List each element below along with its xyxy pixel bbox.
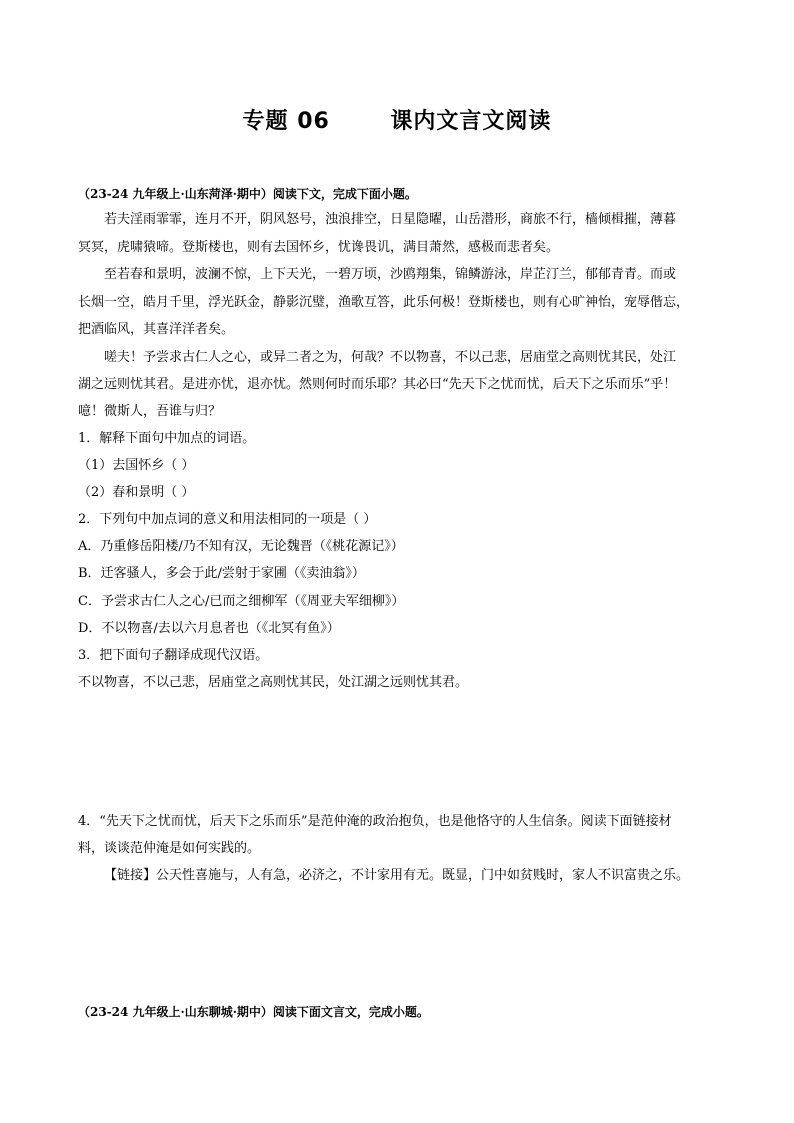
- page-title: 专题 06 课内文言文阅读: [242, 109, 552, 134]
- option-a: A．乃重修岳阳楼/乃不知有汉，无论魏晋（《桃花源记》）: [78, 539, 404, 554]
- passage-line: 至若春和景明，波澜不惊，上下天光，一碧万顷，沙鸥翔集，锦鳞游泳，岸芷汀兰，郁郁青青。而或: [104, 267, 677, 282]
- question-3-sentence: 不以物喜，不以己悲，居庙堂之高则忧其民，处江湖之远则忧其君。: [78, 675, 469, 690]
- passage-line: 冥冥，虎啸猿啼。登斯楼也，则有去国怀乡，忧谗畏讥，满目萧然，感极而悲者矣。: [78, 240, 560, 255]
- passage-line: 若夫淫雨霏霏，连月不开，阴风怒号，浊浪排空，日星隐曜，山岳潜形，商旅不行，樯倾楫摧，薄暮: [104, 212, 677, 227]
- passage-line: 嗟夫！予尝求古仁人之心，或异二者之为，何哉？不以物喜，不以己悲，居庙堂之高则忧其民，处江: [104, 350, 677, 365]
- option-b: B．迁客骚人，多会于此/尝射于家圃（《卖油翁》）: [78, 566, 365, 581]
- question-2: 2．下列句中加点词的意义和用法相同的一项是（ ）: [78, 512, 377, 527]
- source-note: （23-24 九年级上·山东聊城·期中）阅读下面文言文，完成小题。: [78, 1005, 429, 1019]
- passage-line: 把酒临风，其喜洋洋者矣。: [78, 322, 235, 337]
- passage-line: 噫！微斯人，吾谁与归？: [78, 404, 222, 419]
- option-d: D．不以物喜/去以六月息者也（《北冥有鱼》）: [78, 621, 340, 636]
- passage-line: 湖之远则忧其君。是进亦忧，退亦忧。然则何时而乐耶？其必曰“先天下之忧而忧，后天下之乐而乐”乎！: [78, 377, 677, 392]
- question-1-item-2: （2）春和景明（ ）: [78, 485, 195, 500]
- link-material: 【链接】公天性喜施与，人有急，必济之，不计家用有无。既显，门中如贫贱时，家人不识富贵之乐。: [104, 868, 690, 883]
- question-1-item-1: （1）去国怀乡（ ）: [78, 458, 195, 473]
- source-note: （23-24 九年级上·山东菏泽·期中）阅读下文，完成下面小题。: [78, 187, 417, 201]
- question-3: 3．把下面句子翻译成现代汉语。: [78, 648, 269, 663]
- question-4: 4．“先天下之忧而忧，后天下之乐而乐”是范仲淹的政治抱负，也是他恪守的人生信条。阅读下面链接材: [78, 814, 672, 829]
- question-4: 料，谈谈范仲淹是如何实践的。: [78, 841, 261, 856]
- question-1: 1．解释下面句中加点的词语。: [78, 431, 256, 446]
- passage-line: 长烟一空，皓月千里，浮光跃金，静影沉璧，渔歌互答，此乐何极！登斯楼也，则有心旷神怡，宠辱偕忘，: [78, 295, 690, 310]
- option-c: C．予尝求古仁人之心/已而之细柳军（《周亚夫军细柳》）: [78, 594, 405, 609]
